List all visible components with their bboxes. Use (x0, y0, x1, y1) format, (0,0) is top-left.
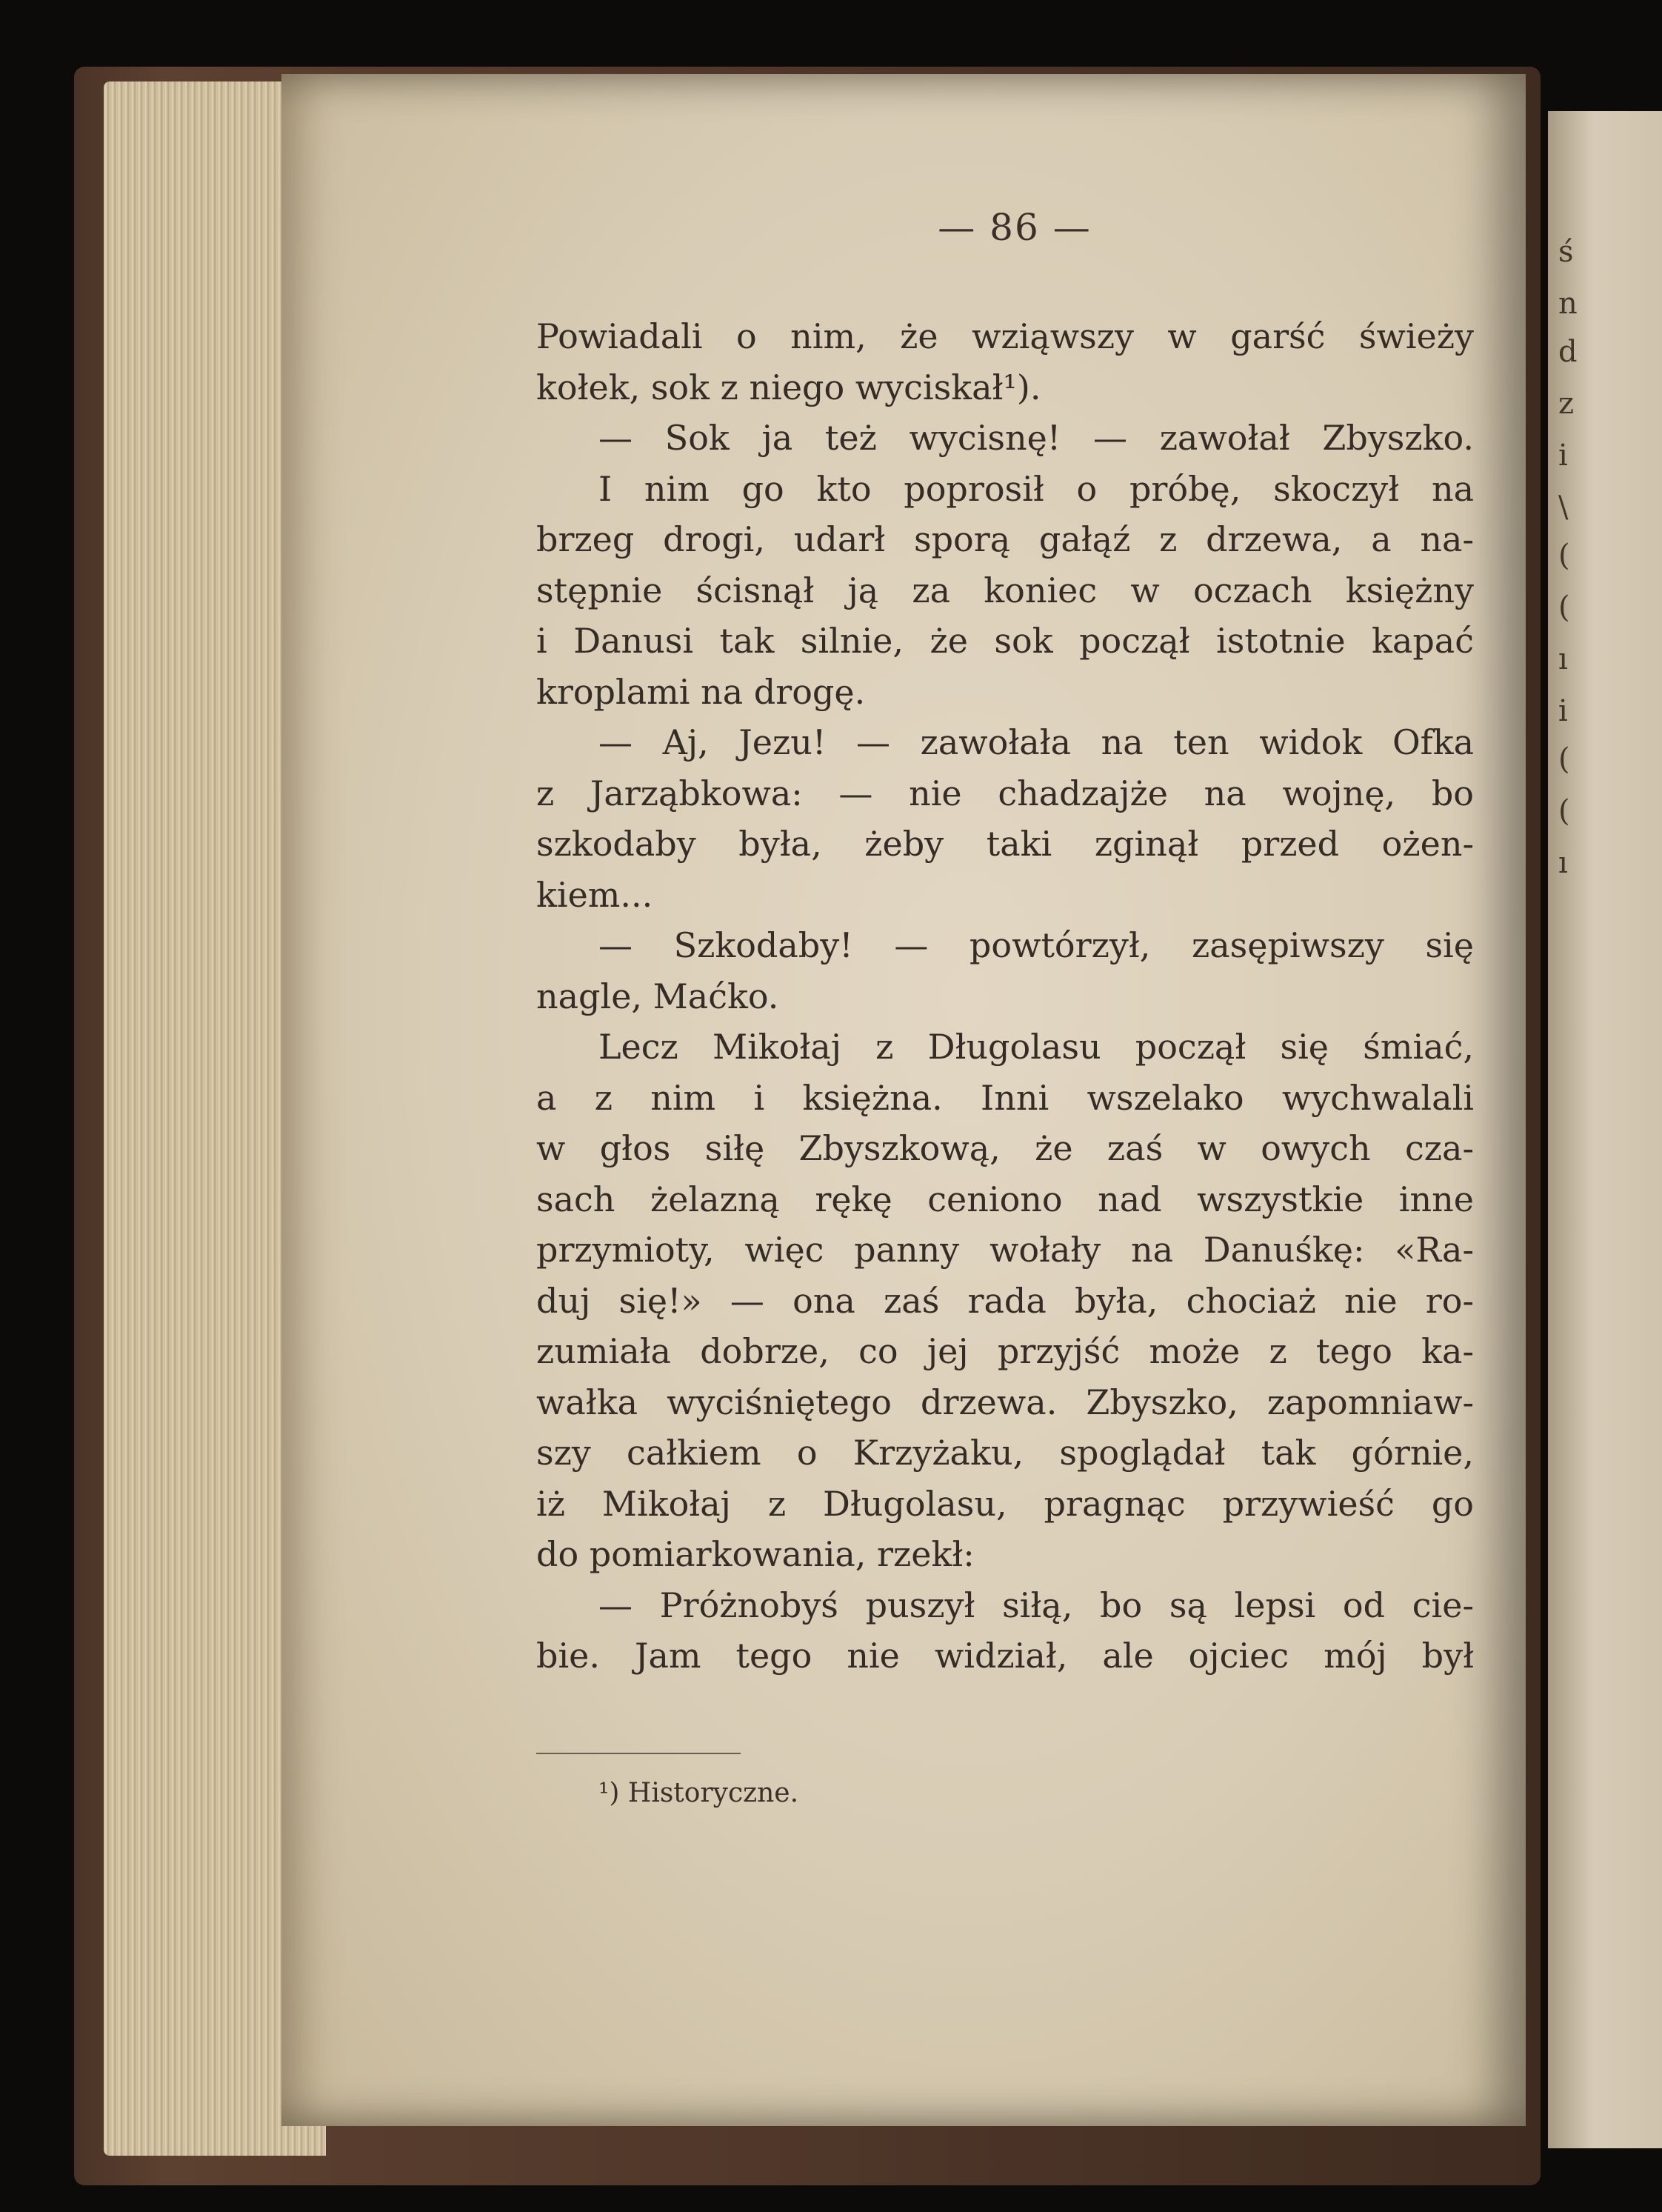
text-line: kołek, sok z niego wyciskał¹). (536, 367, 1041, 407)
text-line: szkodaby była, żeby taki zginął przed ożen- (536, 824, 1474, 864)
next-page-fragment: n (1558, 289, 1578, 319)
next-page-fragment: ( (1558, 796, 1570, 826)
text-line: — Aj, Jezu! — zawołała na ten widok Ofka (598, 722, 1474, 762)
text-line: Lecz Mikołaj z Długolasu począł się śmiać, (598, 1027, 1474, 1067)
text-line: kiem... (536, 874, 653, 915)
next-page-fragment: ( (1558, 744, 1570, 774)
text-line: i Danusi tak silnie, że sok począł istotnie kapać (536, 621, 1474, 661)
text-line: kroplami na drogę. (536, 671, 866, 712)
next-page-fragment: z (1558, 389, 1575, 419)
next-page-fragment: i (1558, 441, 1568, 470)
footnote-rule (536, 1753, 741, 1754)
next-page-fragment: d (1558, 337, 1578, 367)
next-page-fragment: ı (1558, 644, 1568, 674)
text-line: nagle, Maćko. (536, 976, 779, 1016)
text-line: szy całkiem o Krzyżaku, spoglądał tak górnie, (536, 1433, 1474, 1473)
page-number: — 86 — (938, 206, 1092, 249)
text-line: a z nim i księżna. Inni wszelako wychwalali (536, 1077, 1474, 1118)
text-line: I nim go kto poprosił o próbę, skoczył na (598, 468, 1474, 509)
text-line: — Próżnobyś puszył siłą, bo są lepsi od cie- (598, 1585, 1474, 1625)
text-line: duj się!» — ona zaś rada była, chociaż nie ro- (536, 1280, 1474, 1321)
next-page-fragment: ś (1558, 237, 1574, 267)
next-page-fragment: ı (1558, 848, 1568, 878)
text-line: — Szkodaby! — powtórzył, zasępiwszy się (598, 925, 1474, 965)
next-page-fragment: ( (1558, 541, 1570, 570)
body-text (536, 311, 1474, 1682)
text-line: do pomiarkowania, rzekł: (536, 1534, 975, 1574)
text-line: zumiała dobrze, co jej przyjść może z tego ka- (536, 1331, 1474, 1371)
next-page-edge (1548, 111, 1662, 2148)
text-line: wałka wyciśniętego drzewa. Zbyszko, zapomniaw- (536, 1382, 1474, 1422)
text-line: Powiadali o nim, że wziąwszy w garść świeży (536, 316, 1474, 356)
text-line: z Jarząbkowa: — nie chadzajże na wojnę, bo (536, 773, 1474, 813)
next-page-fragment: \ (1558, 493, 1569, 522)
text-line: — Sok ja też wycisnę! — zawołał Zbyszko. (598, 418, 1474, 458)
text-line: brzeg drogi, udarł sporą gałąź z drzewa, a na- (536, 519, 1474, 559)
text-line: w głos siłę Zbyszkową, że zaś w owych cza- (536, 1128, 1474, 1168)
next-page-fragment: i (1558, 696, 1568, 726)
footnote: ¹) Historyczne. (598, 1778, 799, 1808)
text-line: przymioty, więc panny wołały na Danuśkę: «Ra- (536, 1230, 1474, 1270)
text-line: sach żelazną rękę ceniono nad wszystkie inne (536, 1179, 1474, 1219)
text-line: iż Mikołaj z Długolasu, pragnąc przywieść go (536, 1483, 1474, 1524)
text-line: bie. Jam tego nie widział, ale ojciec mój był (536, 1636, 1474, 1676)
text-line: stępnie ścisnął ją za koniec w oczach księżny (536, 570, 1474, 610)
next-page-fragment: ( (1558, 593, 1570, 622)
